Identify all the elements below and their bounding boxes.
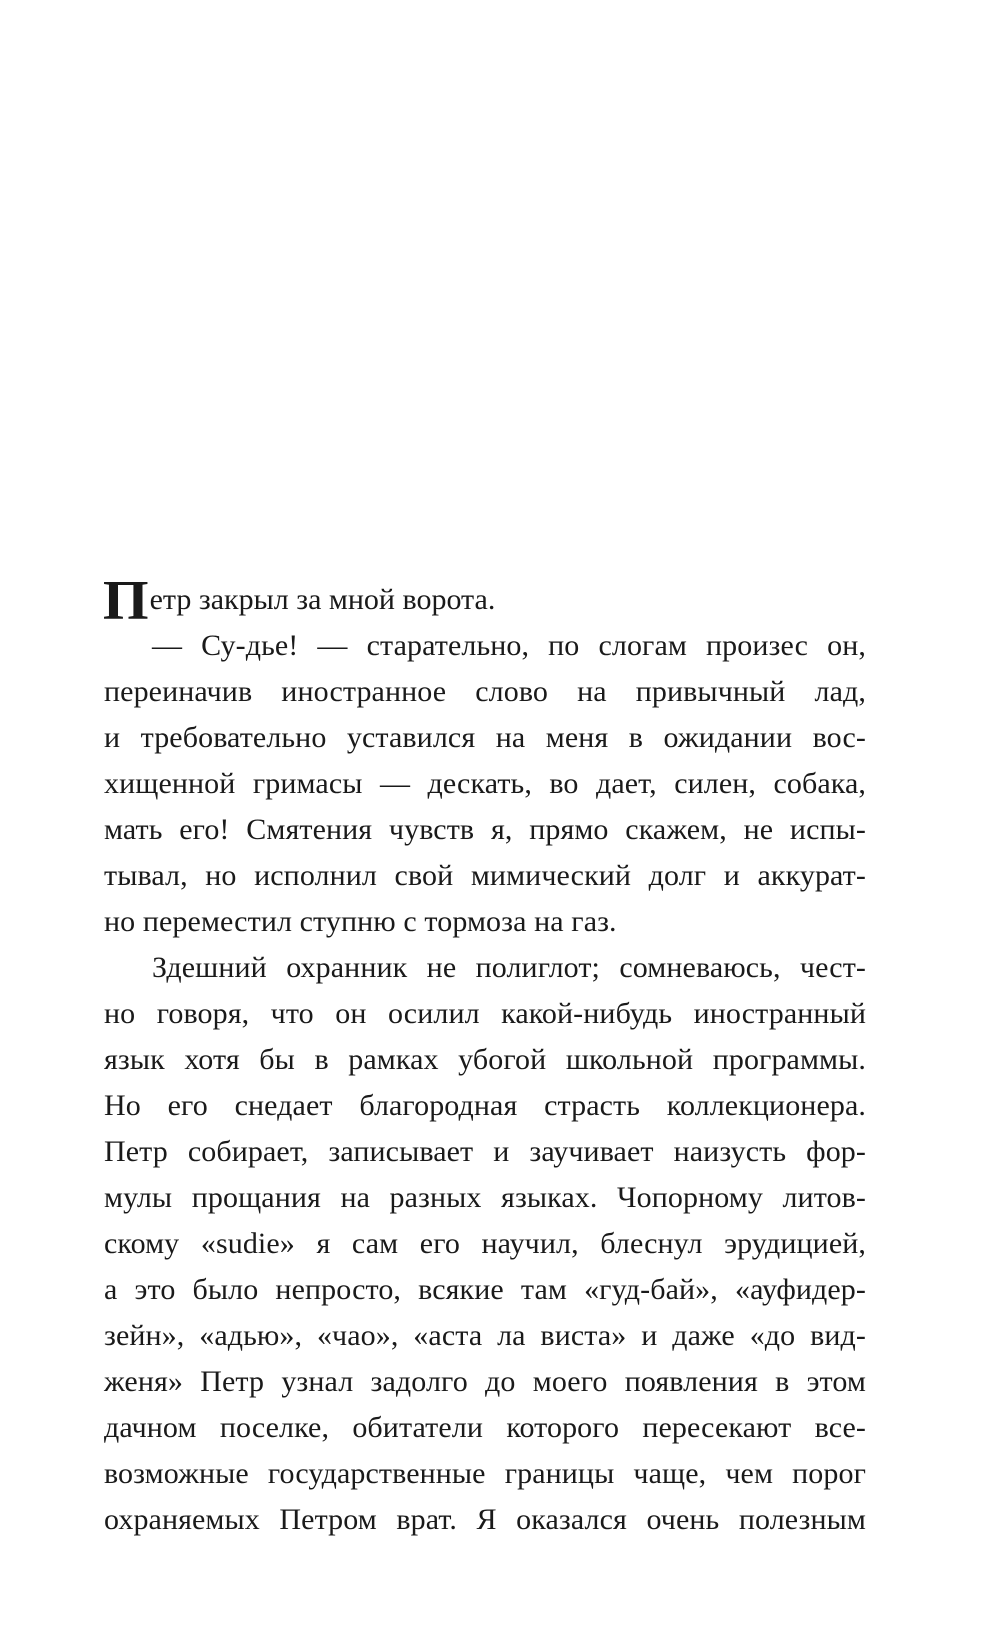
text-line: но говоря, что он осилил какой-нибудь иностранный: [104, 997, 866, 1030]
text-line: тывал, но исполнил свой мимический долг и аккурат-: [104, 859, 866, 892]
text-line: мулы прощания на разных языках. Чопорному литов-: [104, 1181, 866, 1214]
text-line: Петр собирает, записывает и заучивает наизусть фор-: [104, 1135, 866, 1168]
text-line: зейн», «адью», «чао», «аста ла виста» и даже «до вид-: [104, 1319, 866, 1352]
page-body-text: [102, 570, 866, 1543]
text-line: скому «sudie» я сам его научил, блеснул эрудицией,: [104, 1227, 866, 1260]
text-line: и требовательно уставился на меня в ожидании вос-: [104, 721, 866, 754]
paragraph-opening-line: [102, 570, 866, 632]
text-line: а это было непросто, всякие там «гуд-бай», «ауфидер-: [104, 1273, 866, 1306]
text-line: возможные государственные границы чаще, чем порог: [104, 1457, 866, 1490]
opening-line-text: етр закрыл за мной ворота.: [149, 583, 496, 616]
text-line: охраняемых Петром врат. Я оказался очень полезным: [104, 1503, 866, 1536]
drop-cap: П: [102, 570, 149, 632]
text-line: язык хотя бы в рамках убогой школьной программы.: [104, 1043, 866, 1076]
text-line: хищенной гримасы — дескать, во дает, силен, собака,: [104, 767, 866, 800]
text-line: переиначив иностранное слово на привычный лад,: [104, 675, 866, 708]
text-line: женя» Петр узнал задолго до моего появления в этом: [104, 1365, 866, 1398]
text-line: — Су-дье! — старательно, по слогам произес он,: [152, 629, 866, 662]
text-line: Но его снедает благородная страсть коллекционера.: [104, 1089, 866, 1122]
text-line: мать его! Смятения чувств я, прямо скажем, не испы-: [104, 813, 866, 846]
text-line: но переместил ступню с тормоза на газ.: [104, 905, 617, 938]
text-line: дачном поселке, обитатели которого пересекают все-: [104, 1411, 866, 1444]
text-line: Здешний охранник не полиглот; сомневаюсь, чест-: [152, 951, 866, 984]
